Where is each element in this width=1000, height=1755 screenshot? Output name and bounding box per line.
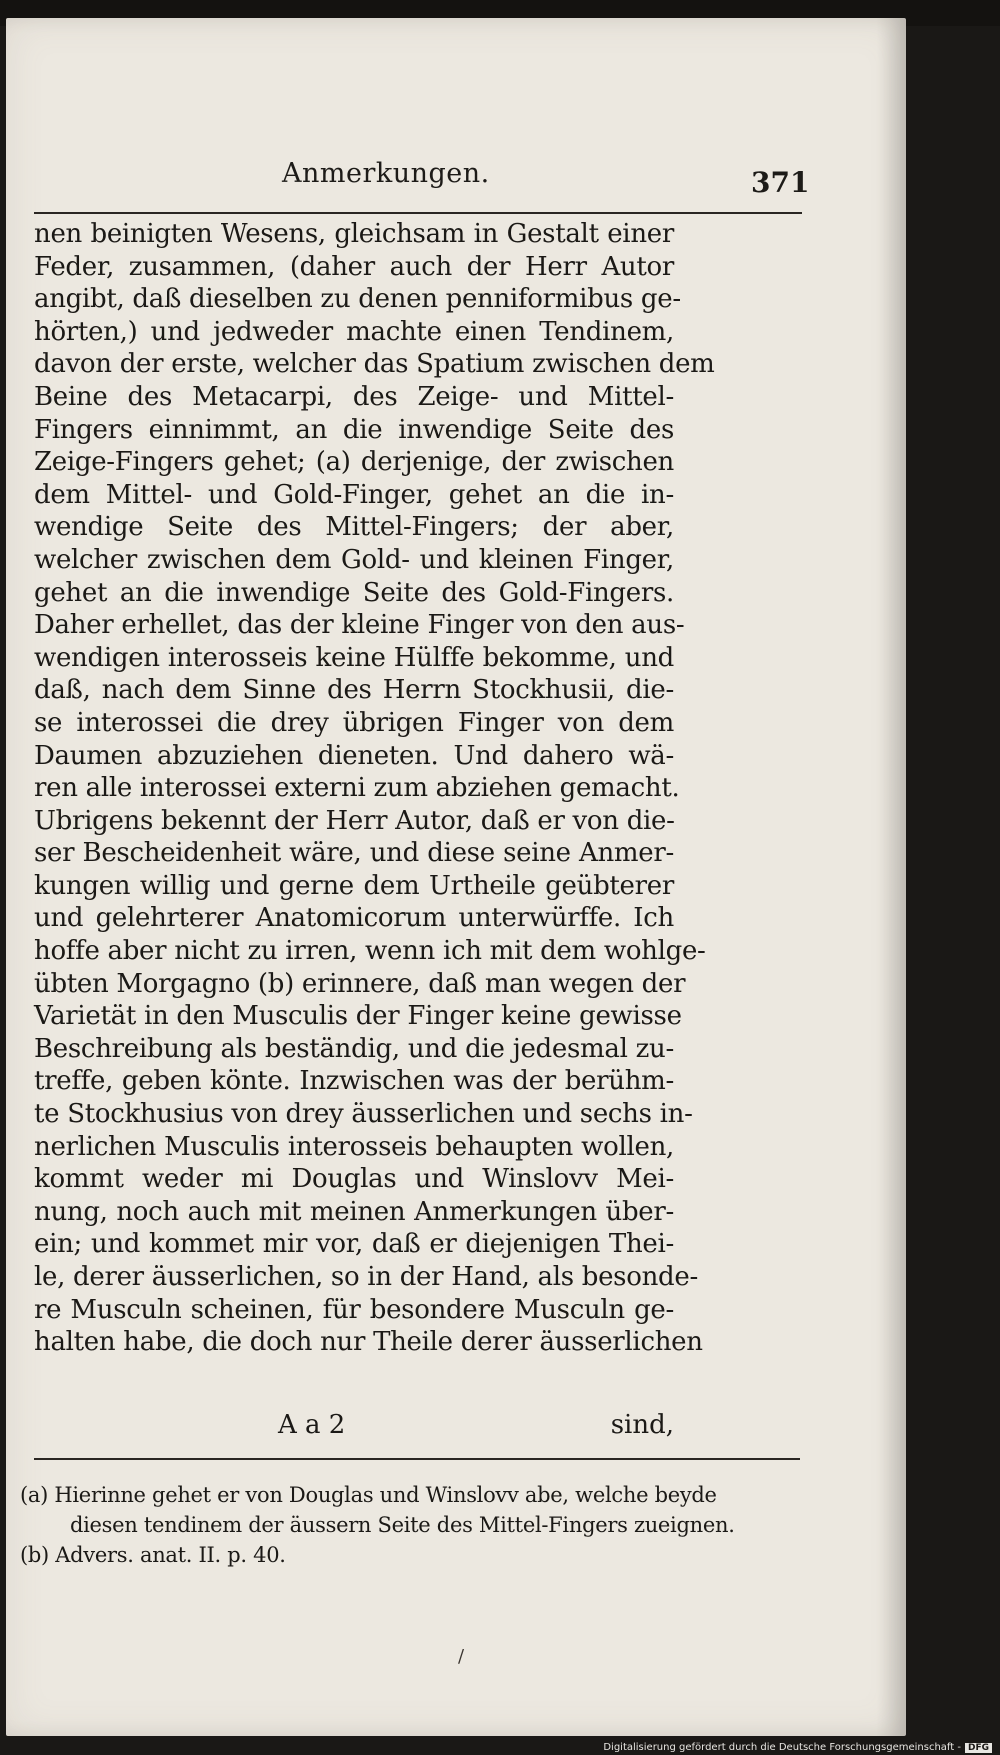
signature-mark: A a 2 [278,1410,346,1440]
text-line: ser Bescheidenheit wäre, und diese seine Anmer- [34,838,674,869]
text-line: re Musculn scheinen, für besondere Musculn ge- [34,1294,674,1325]
dfg-logo: DFG [965,1743,992,1753]
text-line: halten habe, die doch nur Theile derer äusserlichen [34,1327,703,1358]
stray-ink-mark: / [458,1646,465,1667]
text-line: ren alle interossei externi zum abziehen gemacht. [34,773,680,804]
text-line: Beschreibung als beständig, und die jedesmal zu- [34,1033,674,1064]
footnote-b: (b) Advers. anat. II. p. 40. [20,1543,286,1567]
text-line: welcher zwischen dem Gold- und kleinen Finger, [34,544,674,575]
digitization-credit [603,1742,992,1753]
text-line: davon der erste, welcher das Spatium zwischen dem [34,349,715,380]
page-footer-line [34,1410,674,1444]
text-line: nung, noch auch mit meinen Anmerkungen über- [34,1196,674,1227]
footnotes [20,1480,800,1570]
credit-text: Digitalisierung gefördert durch die Deutsche Forschungsgemeinschaft - [603,1742,961,1753]
text-line: Beine des Metacarpi, des Zeige- und Mittel- [34,381,674,412]
text-line: daß, nach dem Sinne des Herrn Stockhusii, die- [34,675,674,706]
text-line: Daumen abzuziehen dieneten. Und dahero wä- [34,740,674,771]
text-line: kommt weder mi Douglas und Winslovv Mei- [34,1164,674,1195]
text-line: wendige Seite des Mittel-Fingers; der aber, [34,512,674,543]
book-page [6,18,906,1736]
body-text [34,218,715,1359]
page-edge-shadow [876,18,906,1736]
text-line: wendigen interosseis keine Hülffe bekomme, und [34,642,674,673]
text-line: treffe, geben könte. Inzwischen was der berühm- [34,1066,674,1097]
text-line: nerlichen Musculis interosseis behaupten wollen, [34,1131,674,1162]
text-line: und gelehrterer Anatomicorum unterwürffe. Ich [34,903,674,934]
text-line: se interossei die drey übrigen Finger von dem [34,707,674,738]
footnote-rule [34,1458,800,1460]
text-line: Daher erhellet, das der kleine Finger von den aus- [34,610,685,641]
text-line: le, derer äusserlichen, so in der Hand, als besonde- [34,1262,698,1292]
text-line: ein; und kommet mir vor, daß er diejenigen Thei- [34,1229,674,1260]
running-head: Anmerkungen. [282,158,490,189]
text-line: Varietät in den Musculis der Finger keine gewisse [34,1001,682,1032]
text-line: Ubrigens bekennt der Herr Autor, daß er von die- [34,805,675,836]
text-line: nen beinigten Wesens, gleichsam in Gestalt einer [34,219,674,249]
page-number: 371 [751,166,810,199]
text-line: gehet an die inwendige Seite des Gold-Fingers. [34,577,674,608]
text-line: Fingers einnimmt, an die inwendige Seite des [34,414,674,445]
text-line: angibt, daß dieselben zu denen penniformibus ge- [34,284,681,315]
text-line: kungen willig und gerne dem Urtheile geübterer [34,870,674,901]
footnote-a: (a) Hierinne gehet er von Douglas und Winslovv abe, welche beyde [20,1483,717,1507]
text-line: Feder, zusammen, (daher auch der Herr Autor [34,251,674,282]
text-line: übten Morgagno (b) erinnere, daß man wegen der [34,968,686,999]
text-line: te Stockhusius von drey äusserlichen und sechs in- [34,1099,693,1130]
text-line: dem Mittel- und Gold-Finger, gehet an die in- [34,479,674,510]
text-line: Zeige-Fingers gehet; (a) derjenige, der zwischen [34,447,674,478]
footnote-a-continued: diesen tendinem der äussern Seite des Mittel-Fingers zueignen. [70,1513,735,1537]
text-line: hoffe aber nicht zu irren, wenn ich mit dem wohlge- [34,936,706,967]
catchword: sind, [610,1410,674,1440]
header-rule [34,212,802,214]
text-line: hörten,) und jedweder machte einen Tendinem, [34,316,674,347]
